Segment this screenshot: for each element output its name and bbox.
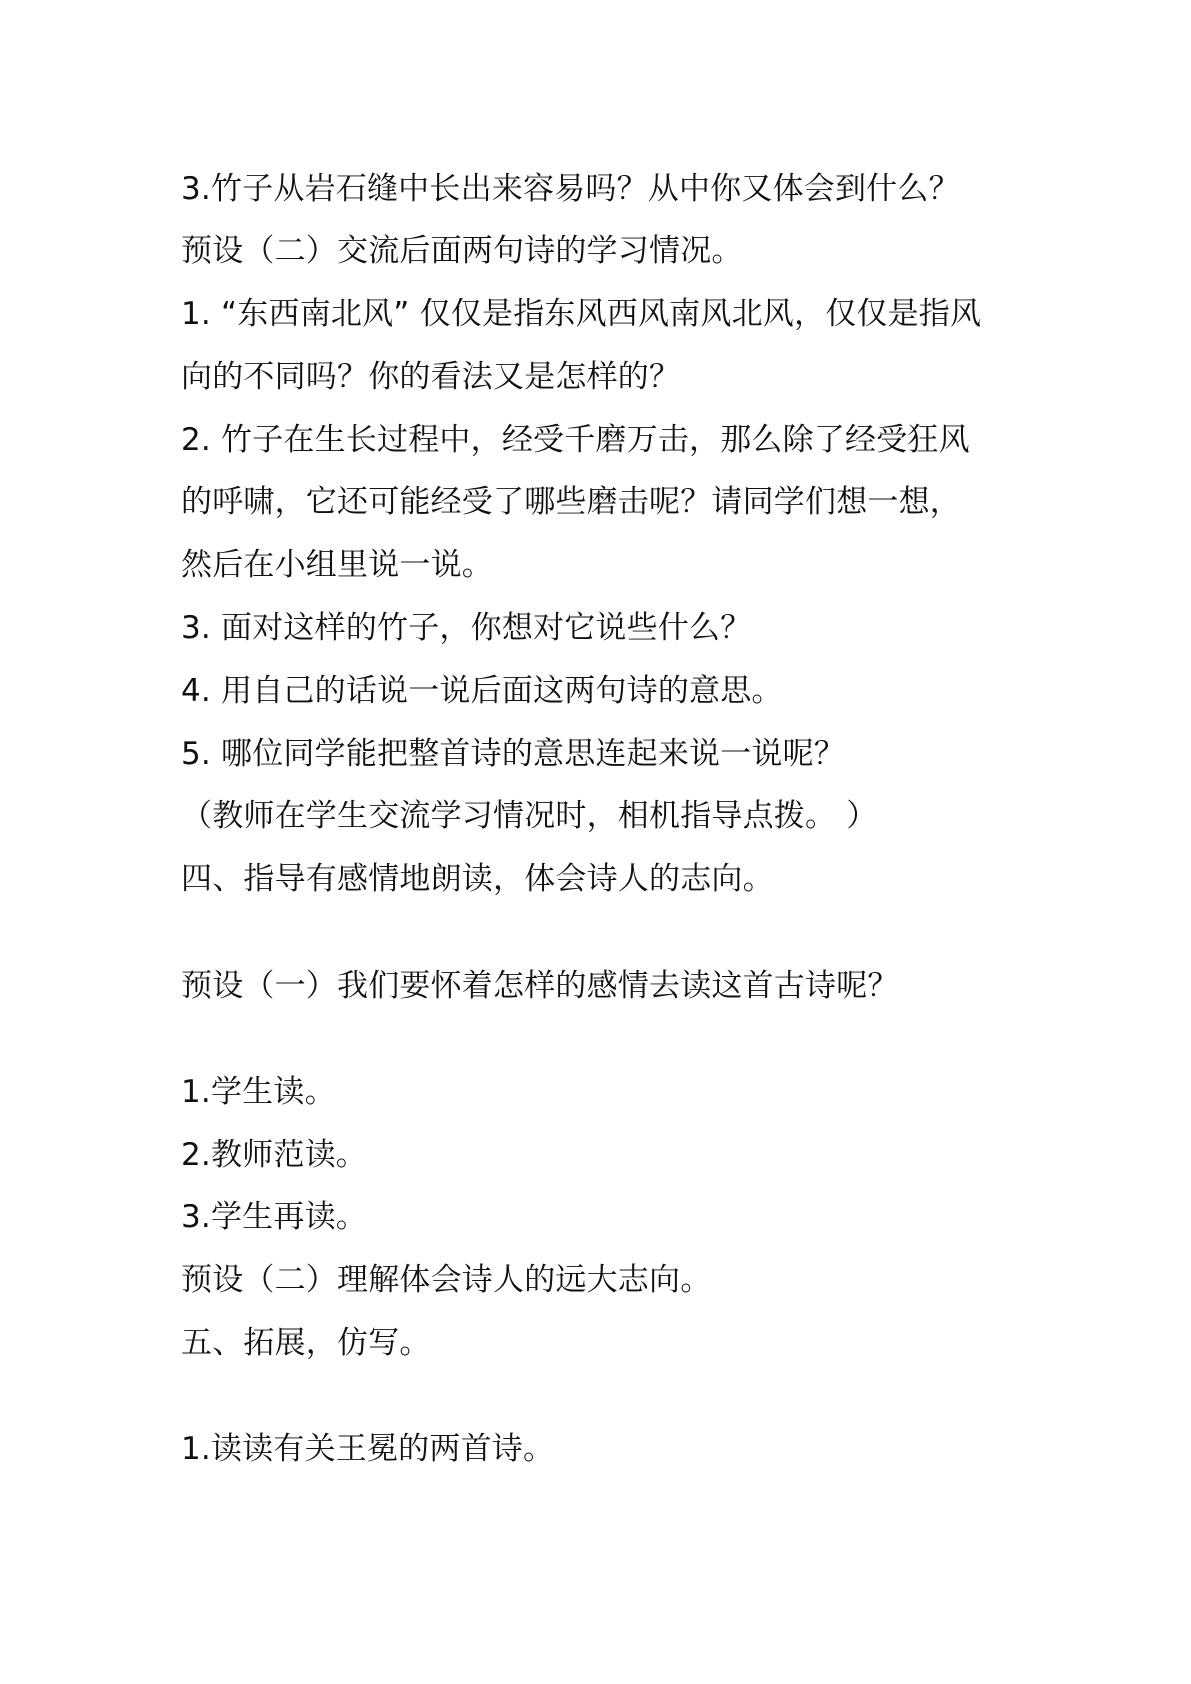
text-line: 然后在小组里说一说。 — [181, 547, 493, 583]
text-line: 1.学生读。 — [181, 1074, 336, 1110]
section-heading: 五、拓展，仿写。 — [181, 1325, 431, 1361]
text-line: 2.教师范读。 — [181, 1137, 367, 1173]
text-line: 3. 面对这样的竹子，你想对它说些什么？ — [181, 610, 752, 646]
text-line: 3.学生再读。 — [181, 1199, 367, 1235]
text-line: 1.读读有关王冕的两首诗。 — [181, 1431, 555, 1467]
text-line: 1. “东西南北风” 仅仅是指东风西风南风北风，仅仅是指风 — [181, 296, 982, 332]
text-line: 2. 竹子在生长过程中，经受千磨万击，那么除了经受狂风 — [181, 422, 970, 458]
text-line: 向的不同吗？你的看法又是怎样的？ — [181, 359, 681, 395]
text-line: 3.竹子从岩石缝中长出来容易吗？从中你又体会到什么？ — [181, 171, 960, 207]
text-line: 预设（二）理解体会诗人的远大志向。 — [181, 1262, 712, 1298]
text-line: 5. 哪位同学能把整首诗的意思连起来说一说呢？ — [181, 736, 846, 772]
text-line: 预设（一）我们要怀着怎样的感情去读这首古诗呢？ — [181, 968, 899, 1004]
text-line: 预设（二）交流后面两句诗的学习情况。 — [181, 233, 743, 269]
text-line: 的呼啸，它还可能经受了哪些磨击呢？请同学们想一想， — [181, 484, 961, 520]
text-line: （教师在学生交流学习情况时，相机指导点拨。 ） — [181, 798, 878, 834]
section-heading: 四、指导有感情地朗读，体会诗人的志向。 — [181, 861, 774, 897]
text-line: 4. 用自己的话说一说后面这两句诗的意思。 — [181, 673, 783, 709]
